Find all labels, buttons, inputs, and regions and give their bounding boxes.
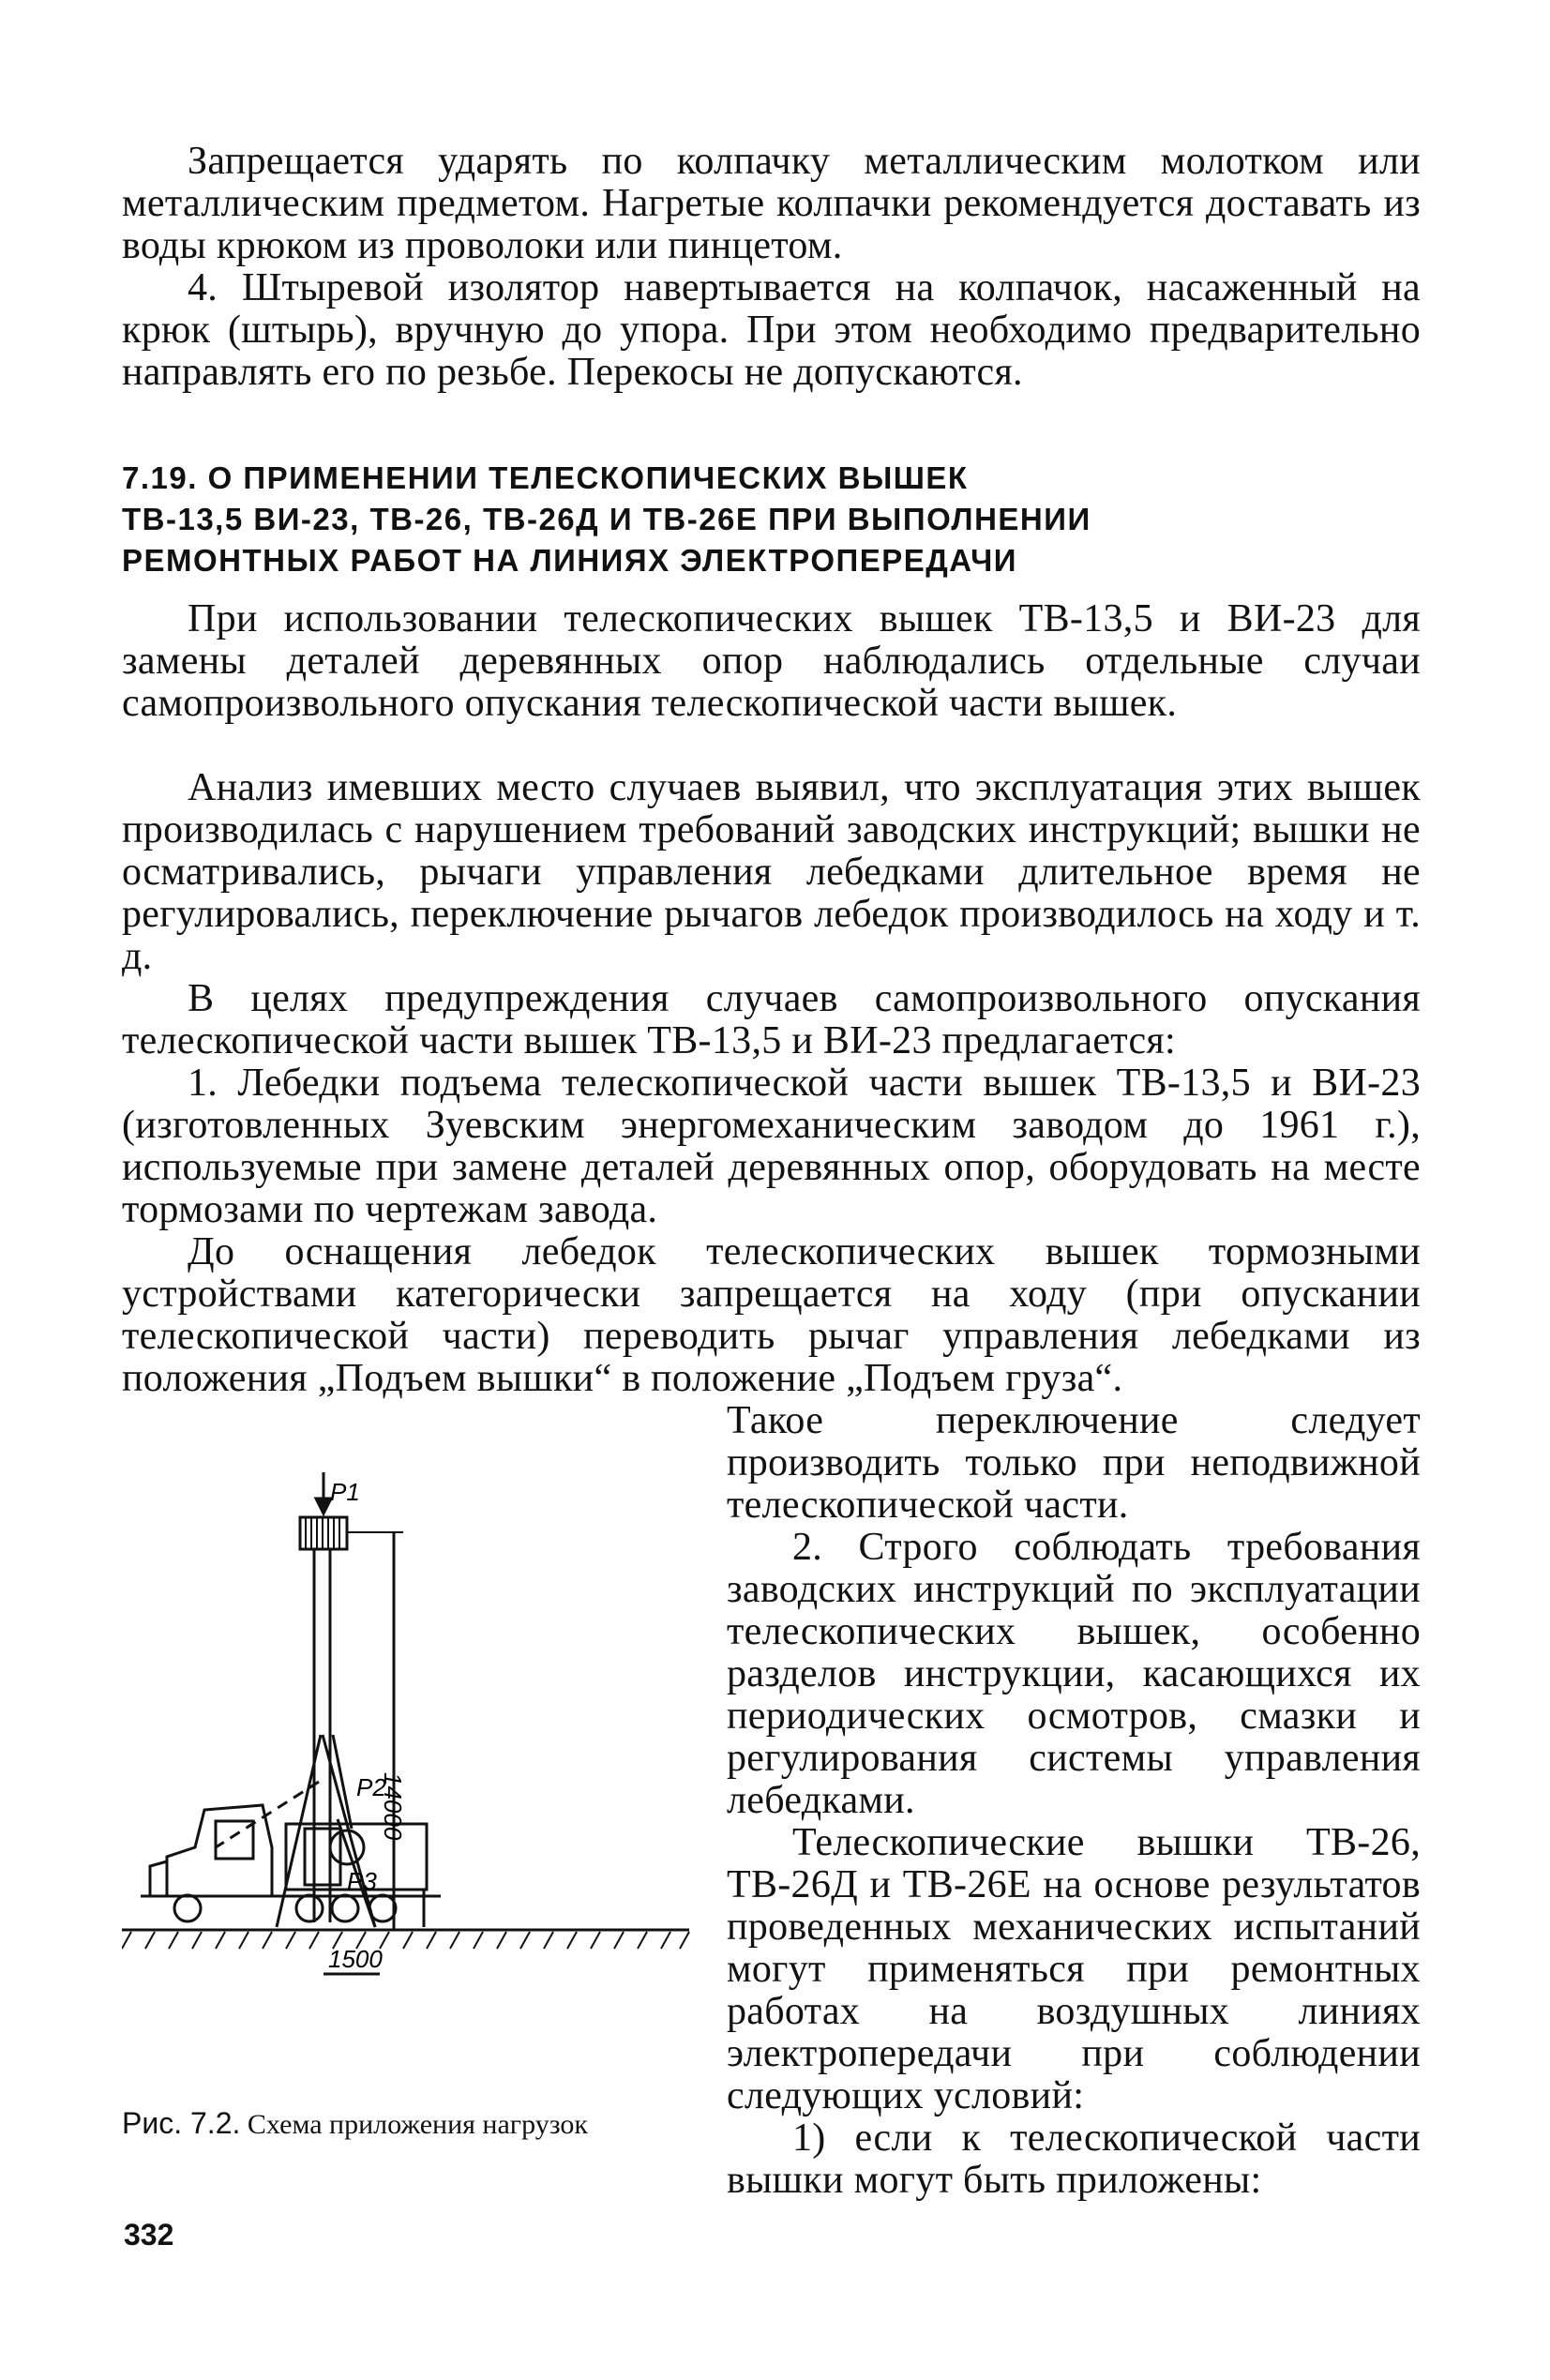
platform-ribs — [306, 1517, 339, 1549]
page-number: 332 — [124, 2218, 174, 2252]
paragraph-tv26-conditions: Телескопические вышки ТВ-26, ТВ-26Д и ТВ-26Е на основе результатов проведенных механических испытаний могут применяться при ремонтных работах на воздушных линиях электропередачи при соблюдении следующих условий: — [727, 1821, 1421, 2117]
label-base: 1500 — [328, 1945, 383, 1973]
wheel-front — [174, 1895, 201, 1921]
wheel-rear-1 — [296, 1895, 323, 1921]
paragraph-switching: Такое переключение следует производить только при неподвижной телескопической части. — [727, 1399, 1421, 1527]
paragraph-usage-observations: При использовании телескопических вышек ТВ-13,5 и ВИ-23 для замены деталей деревянных опор наблюдались отдельные случаи самопроизвольного опускания телескопической части вышек. — [122, 597, 1421, 725]
truck-hood — [150, 1861, 167, 1896]
figure-caption — [122, 2108, 685, 2140]
paragraph-prohibition: До оснащения лебедок телескопических вышек тормозными устройствами категорически запрещается на ходу (при опускании телескопической части) переводить рычаг управления лебедками из положения „Подъем вышки“ в положение „Подъем груза“. — [122, 1230, 1421, 1400]
section-heading-line-2: ТВ-13,5 ВИ-23, ТВ-26, ТВ-26Д И ТВ-26Е ПРИ ВЫПОЛНЕНИИ — [122, 502, 1091, 536]
label-p1: P1 — [330, 1478, 360, 1506]
load-arrowhead-p1 — [316, 1499, 331, 1514]
figure-caption-number: Рис. 7.2. — [122, 2106, 241, 2140]
paragraph-insulator-step-4: 4. Штыревой изолятор навертывается на колпачок, насаженный на крюк (штырь), вручную до упора. При этом необходимо предварительно направлять его по резьбе. Перекосы не допускаются. — [122, 266, 1421, 394]
telescopic-tower-figure — [122, 1472, 694, 2101]
paragraph-condition-1: 1) если к телескопической части вышки могут быть приложены: — [727, 2116, 1421, 2202]
load-scheme-drawing — [122, 1472, 694, 2101]
label-height: 14000 — [379, 1772, 407, 1841]
paragraph-caps-handling: Запрещается ударять по колпачку металлическим молотком или металлическим предметом. Нагретые колпачки рекомендуется доставать из воды крюком из проволоки или пинцетом. — [122, 140, 1421, 267]
label-p3: P3 — [347, 1867, 377, 1895]
wheel-rear-2 — [332, 1895, 358, 1921]
truck-cab — [167, 1805, 272, 1896]
label-p2: P2 — [356, 1773, 386, 1801]
paragraph-analysis: Анализ имевших место случаев выявил, что эксплуатация этих вышек производилась с нарушением требований заводских инструкций; вышки не осматривались, рычаги управления лебедками длительное время не регулировались, переключение рычагов лебедок производилось на ходу и т. д. — [122, 766, 1421, 978]
paragraph-step-1-brakes: 1. Лебедки подъема телескопической части вышек ТВ-13,5 и ВИ-23 (изготовленных Зуевским энергомеханическим заводом до 1961 г.), используемые при замене деталей деревянных опор, оборудовать на месте тормозами по чертежам завода. — [122, 1062, 1421, 1231]
paragraph-step-2-instructions: 2. Строго соблюдать требования заводских инструкций по эксплуатации телескопических вышек, особенно разделов инструкции, касающихся их периодических осмотров, смазки и регулирования системы управления лебедками. — [727, 1526, 1421, 1822]
ground-hatching — [122, 1932, 689, 1949]
section-heading-line-1: 7.19. О ПРИМЕНЕНИИ ТЕЛЕСКОПИЧЕСКИХ ВЫШЕК — [122, 460, 969, 495]
section-heading-line-3: РЕМОНТНЫХ РАБОТ НА ЛИНИЯХ ЭЛЕКТРОПЕРЕДАЧИ — [122, 543, 1018, 578]
figure-caption-text: Схема приложения нагрузок — [247, 2109, 588, 2140]
paragraph-prevention: В целях предупреждения случаев самопроизвольного опускания телескопической части вышек ТВ-13,5 и ВИ-23 предлагается: — [122, 977, 1421, 1062]
section-heading — [122, 458, 1200, 581]
